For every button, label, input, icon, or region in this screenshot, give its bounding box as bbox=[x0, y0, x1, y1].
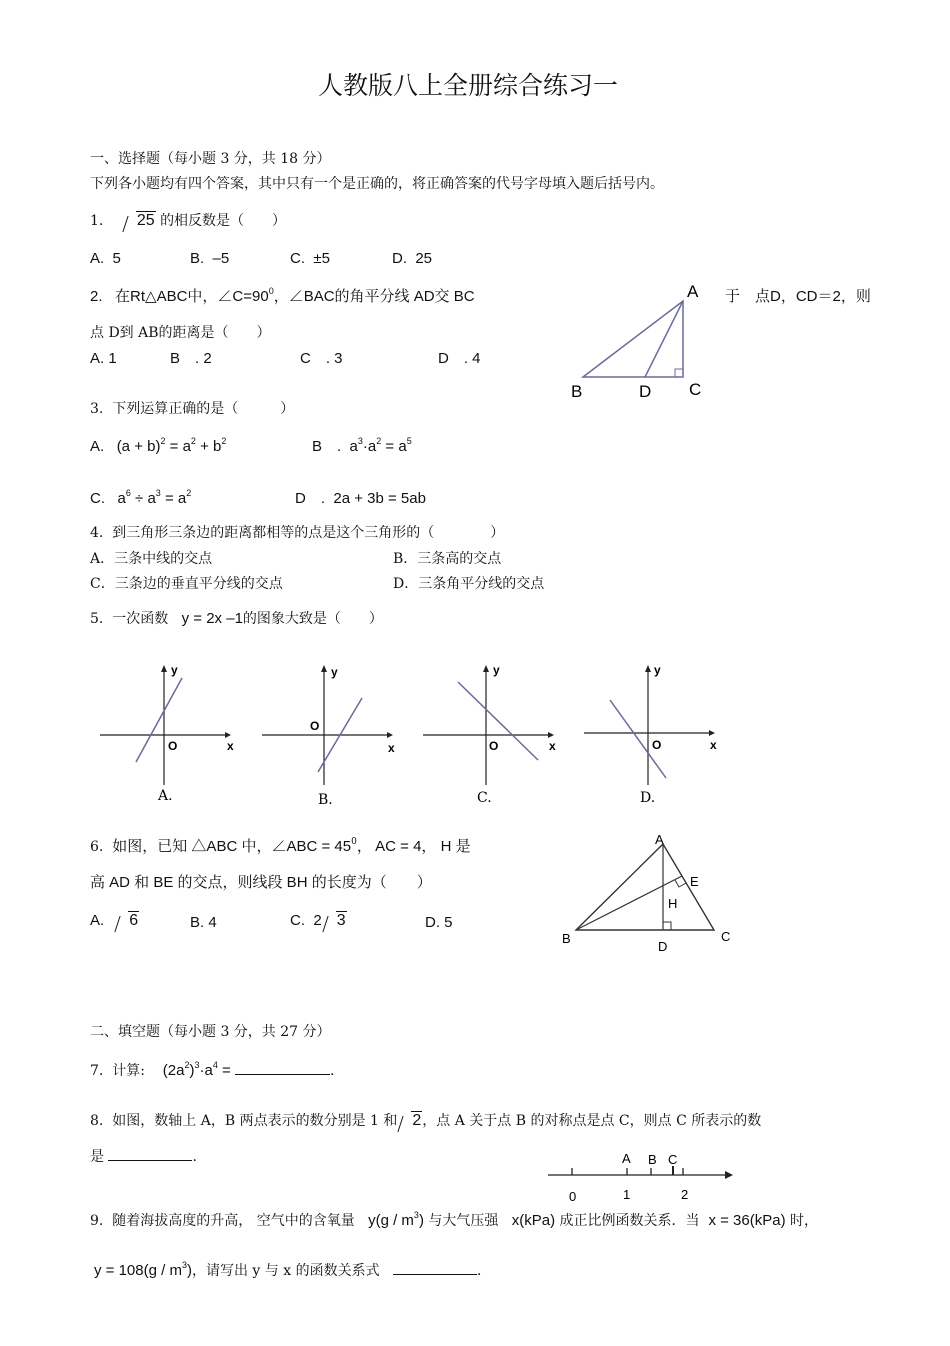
sqrt-icon: 6 bbox=[116, 912, 139, 930]
graph-option-b bbox=[262, 660, 402, 810]
option-c: C . 3 bbox=[300, 350, 343, 367]
svg-text:x: x bbox=[549, 739, 556, 753]
question-9-line-2: $y = 108(g / m^3)$，请写出 y 与 x 的函数关系式 . bbox=[94, 1260, 482, 1279]
svg-text:y: y bbox=[171, 663, 178, 677]
label-a: A bbox=[687, 282, 699, 301]
sqrt-icon: 3 bbox=[324, 912, 347, 930]
option-b: B . $a^3\cdot a^2 = a^5$ bbox=[312, 436, 412, 455]
option-a: A. $(a + b)^2 = a^2 + b^2$ bbox=[90, 436, 227, 455]
option-b: B. –5 bbox=[190, 250, 230, 267]
svg-text:B.: B. bbox=[318, 792, 333, 808]
option-d: D. 25 bbox=[392, 250, 433, 267]
question-9: 9. 随着海拔高度的升高， 空气中的含氧量 $y(g / m^3)$ 与大气压强 x(kPa) 成正比例函数关系．当 x = 36(kPa) 时， bbox=[90, 1210, 819, 1229]
question-6: 6. 如图，已知 △ABC 中，∠ABC = $45^0$， AC = 4， H 是 bbox=[90, 837, 471, 855]
svg-text:C: C bbox=[668, 1152, 678, 1167]
svg-text:y: y bbox=[331, 665, 338, 679]
triangle-figure-q2 bbox=[565, 278, 715, 403]
option-d: D . 2a + 3b = 5ab bbox=[295, 490, 426, 507]
label-d: D bbox=[639, 382, 652, 401]
option-c: C. 2 3 bbox=[290, 912, 346, 929]
question-6-line-2: 高 AD 和 BE 的交点，则线段 BH 的长度为（ ） bbox=[90, 874, 432, 891]
option-a: A．三条中线的交点 bbox=[90, 551, 213, 567]
question-7: 7. 计算: $(2a^2)^3\cdot a^4$ = . bbox=[90, 1060, 335, 1079]
question-number: 1. bbox=[90, 213, 104, 229]
option-a: A. 5 bbox=[90, 250, 121, 267]
triangle-abc bbox=[583, 301, 683, 377]
bisector-ad bbox=[645, 301, 683, 377]
section-1-heading: 一、选择题（每小题 3 分，共 18 分） bbox=[90, 151, 331, 167]
option-c: C．三条边的垂直平分线的交点 bbox=[90, 576, 283, 592]
question-number: 2. bbox=[90, 288, 103, 305]
option-c: C. $a^6 \div a^3 = a^2$ bbox=[90, 488, 192, 507]
svg-text:x: x bbox=[710, 738, 717, 752]
option-b: B. 4 bbox=[190, 914, 217, 931]
question-text: 的相反数是（ ） bbox=[160, 213, 287, 229]
label-b: B bbox=[571, 382, 583, 401]
question-8: 8. 如图，数轴上 A，B 两点表示的数分别是 1 和 2，点 A 关于点 B 的对称点是点 C，则点 C 所表示的数 bbox=[90, 1112, 762, 1129]
svg-text:A: A bbox=[655, 832, 664, 847]
option-d: D．三条角平分线的交点 bbox=[393, 576, 545, 592]
question-3: 3. 下列运算正确的是（ ） bbox=[90, 401, 295, 417]
svg-text:O: O bbox=[168, 739, 178, 753]
svg-text:B: B bbox=[648, 1152, 657, 1167]
svg-text:x: x bbox=[388, 741, 395, 755]
svg-text:C: C bbox=[721, 929, 731, 944]
graph-option-a bbox=[100, 660, 240, 810]
sqrt-icon bbox=[124, 212, 156, 230]
question-4: 4. 到三角形三条边的距离都相等的点是这个三角形的（ ） bbox=[90, 525, 505, 541]
svg-text:0: 0 bbox=[569, 1189, 577, 1204]
question-2-line-2: 点 D到 AB的距离是（ ） bbox=[90, 325, 271, 341]
answer-blank[interactable] bbox=[393, 1274, 477, 1275]
svg-text:E: E bbox=[690, 874, 699, 889]
radicand: 25 bbox=[136, 212, 155, 229]
page-title: 人教版八上全册综合练习一 bbox=[318, 71, 619, 100]
question-8-line-2: 是 . bbox=[90, 1149, 197, 1165]
svg-text:H: H bbox=[668, 896, 678, 911]
svg-text:D: D bbox=[658, 939, 668, 954]
graph-option-c bbox=[423, 660, 563, 810]
svg-text:D.: D. bbox=[640, 790, 656, 806]
svg-text:y: y bbox=[493, 663, 500, 677]
section-2-heading: 二、填空题（每小题 3 分，共 27 分） bbox=[90, 1024, 331, 1040]
svg-text:O: O bbox=[310, 719, 320, 733]
option-a: A. 6 bbox=[90, 912, 139, 929]
question-2-continued: 于 点D，CD＝2，则 bbox=[725, 288, 871, 305]
triangle-figure-q6 bbox=[558, 830, 738, 960]
answer-blank[interactable] bbox=[235, 1074, 330, 1075]
number-line-figure bbox=[545, 1148, 745, 1208]
svg-text:O: O bbox=[489, 739, 499, 753]
svg-text:B: B bbox=[562, 931, 571, 946]
svg-text:A: A bbox=[622, 1151, 631, 1166]
question-5: 5. 一次函数 y = 2x –1的图象大致是（ ） bbox=[90, 610, 383, 627]
svg-text:1: 1 bbox=[623, 1187, 631, 1202]
svg-text:2: 2 bbox=[681, 1187, 689, 1202]
graph-option-d bbox=[584, 660, 724, 810]
question-1 bbox=[90, 212, 286, 230]
option-c: C. ±5 bbox=[290, 250, 330, 267]
option-d: D . 4 bbox=[438, 350, 481, 367]
sqrt-icon: 2 bbox=[399, 1112, 422, 1130]
question-2: 2. 在Rt△ABC中，$\angle C=90^0$，∠BAC的角平分线 AD交 BC bbox=[90, 286, 475, 305]
option-b: B．三条高的交点 bbox=[393, 551, 502, 567]
answer-blank[interactable] bbox=[108, 1160, 192, 1161]
section-1-instruction: 下列各小题均有四个答案，其中只有一个是正确的，将正确答案的代号字母填入题后括号内。 bbox=[90, 176, 664, 192]
svg-text:A.: A. bbox=[158, 788, 173, 804]
option-a: A. 1 bbox=[90, 350, 117, 367]
svg-text:C.: C. bbox=[477, 790, 492, 806]
option-d: D. 5 bbox=[425, 914, 453, 931]
svg-text:x: x bbox=[227, 739, 234, 753]
right-angle-mark bbox=[675, 369, 683, 377]
svg-text:O: O bbox=[652, 738, 662, 752]
svg-text:y: y bbox=[654, 663, 661, 677]
label-c: C bbox=[689, 380, 702, 399]
option-b: B . 2 bbox=[170, 350, 212, 367]
